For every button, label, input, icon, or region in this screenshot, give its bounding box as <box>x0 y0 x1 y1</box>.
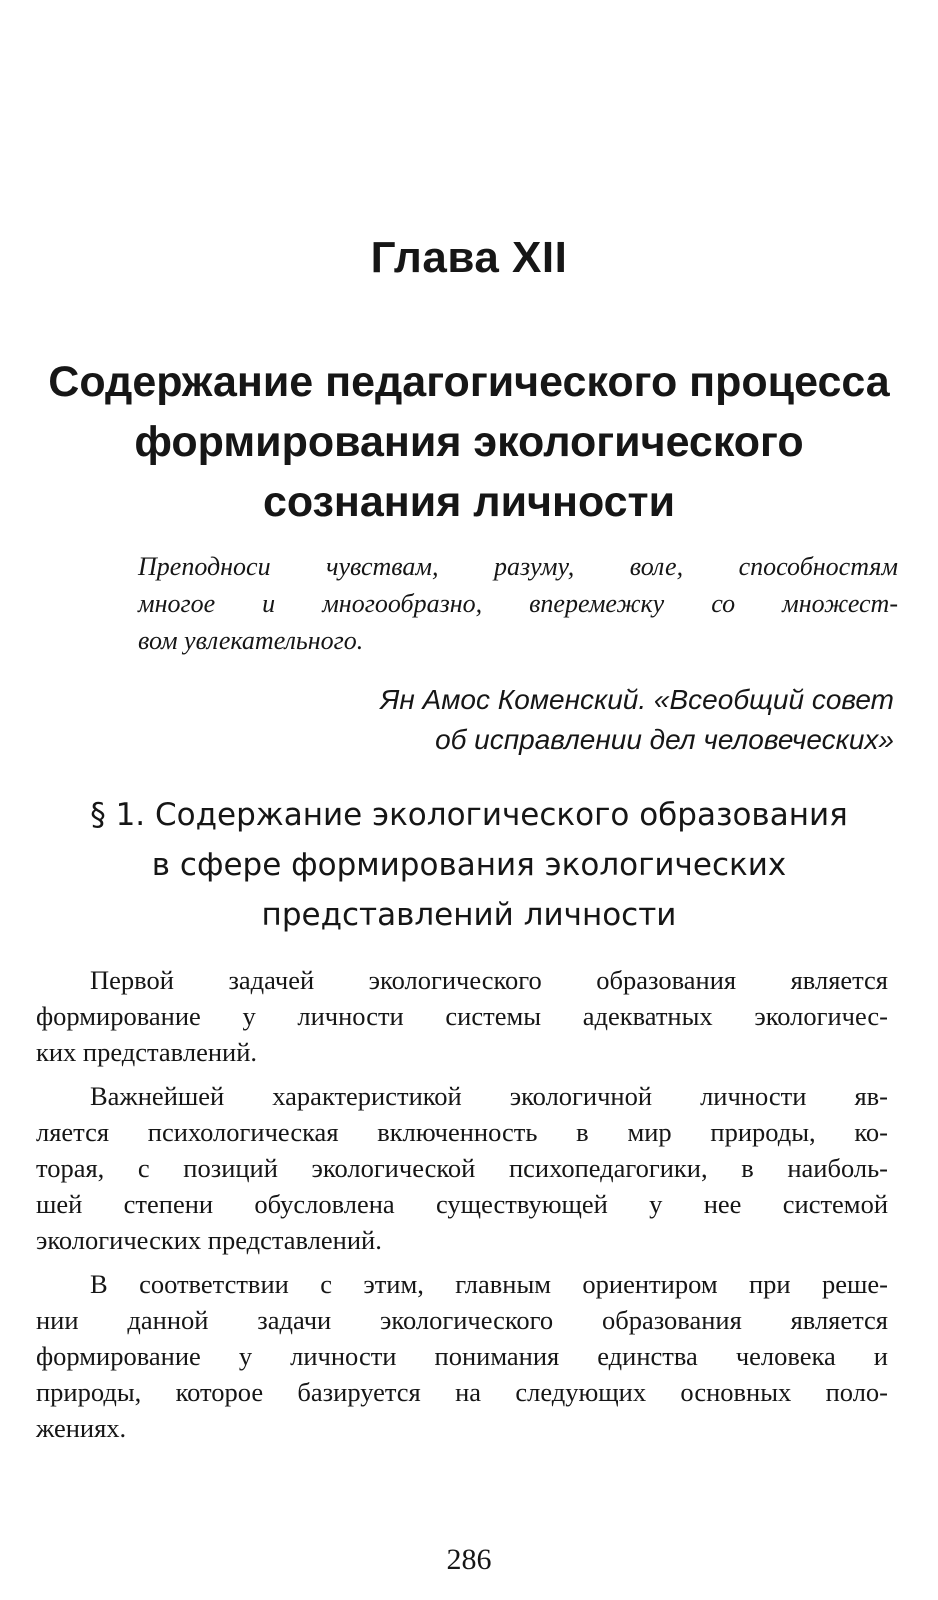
chapter-title-line: формирования экологического <box>134 418 804 466</box>
paragraph <box>36 962 888 1070</box>
chapter-title <box>20 352 918 532</box>
text-line: ляется психологическая включенность в мир природы, ко- <box>36 1117 888 1147</box>
text-line: ких представлений. <box>36 1037 258 1067</box>
text-line: формирование у личности понимания единства человека и <box>36 1341 888 1371</box>
text-line: В соответствии с этим, главным ориентиром при реше- <box>90 1269 888 1299</box>
text-line: экологических представлений. <box>36 1225 382 1255</box>
epigraph-line: многое и многообразно, вперемежку со множест- <box>138 589 898 618</box>
epigraph-attribution <box>254 680 894 760</box>
section-heading-line: в сфере формирования экологических <box>151 847 787 883</box>
paragraph <box>36 1078 888 1258</box>
text-line: жениях. <box>36 1413 127 1443</box>
text-line: формирование у личности системы адекватных экологичес- <box>36 1001 888 1031</box>
paragraph <box>36 1266 888 1446</box>
chapter-label: Глава XII <box>370 233 568 282</box>
epigraph-line: Преподноси чувствам, разуму, воле, способностям <box>138 552 898 581</box>
epigraph <box>138 548 898 659</box>
text-line: природы, которое базируется на следующих основных поло- <box>36 1377 888 1407</box>
text-line: торая, с позиций экологической психопедагогики, в наиболь- <box>36 1153 888 1183</box>
attribution-line: Ян Амос Коменский. «Всеобщий совет <box>380 684 894 715</box>
epigraph-line: вом увлекательного. <box>138 626 364 655</box>
text-line: шей степени обусловлена существующей у нее системой <box>36 1189 888 1219</box>
attribution-line: об исправлении дел человеческих» <box>435 724 894 755</box>
page-number: 286 <box>446 1543 492 1576</box>
section-heading <box>40 790 898 940</box>
chapter-title-line: сознания личности <box>262 478 676 526</box>
text-line: Первой задачей экологического образования является <box>90 965 888 995</box>
body-text <box>36 962 888 1454</box>
section-heading-line: § 1. Содержание экологического образования <box>90 797 848 833</box>
text-line: нии данной задачи экологического образования является <box>36 1305 888 1335</box>
text-line: Важнейшей характеристикой экологичной личности яв- <box>90 1081 888 1111</box>
chapter-title-line: Содержание педагогического процесса <box>48 358 890 406</box>
section-heading-line: представлений личности <box>261 897 677 933</box>
